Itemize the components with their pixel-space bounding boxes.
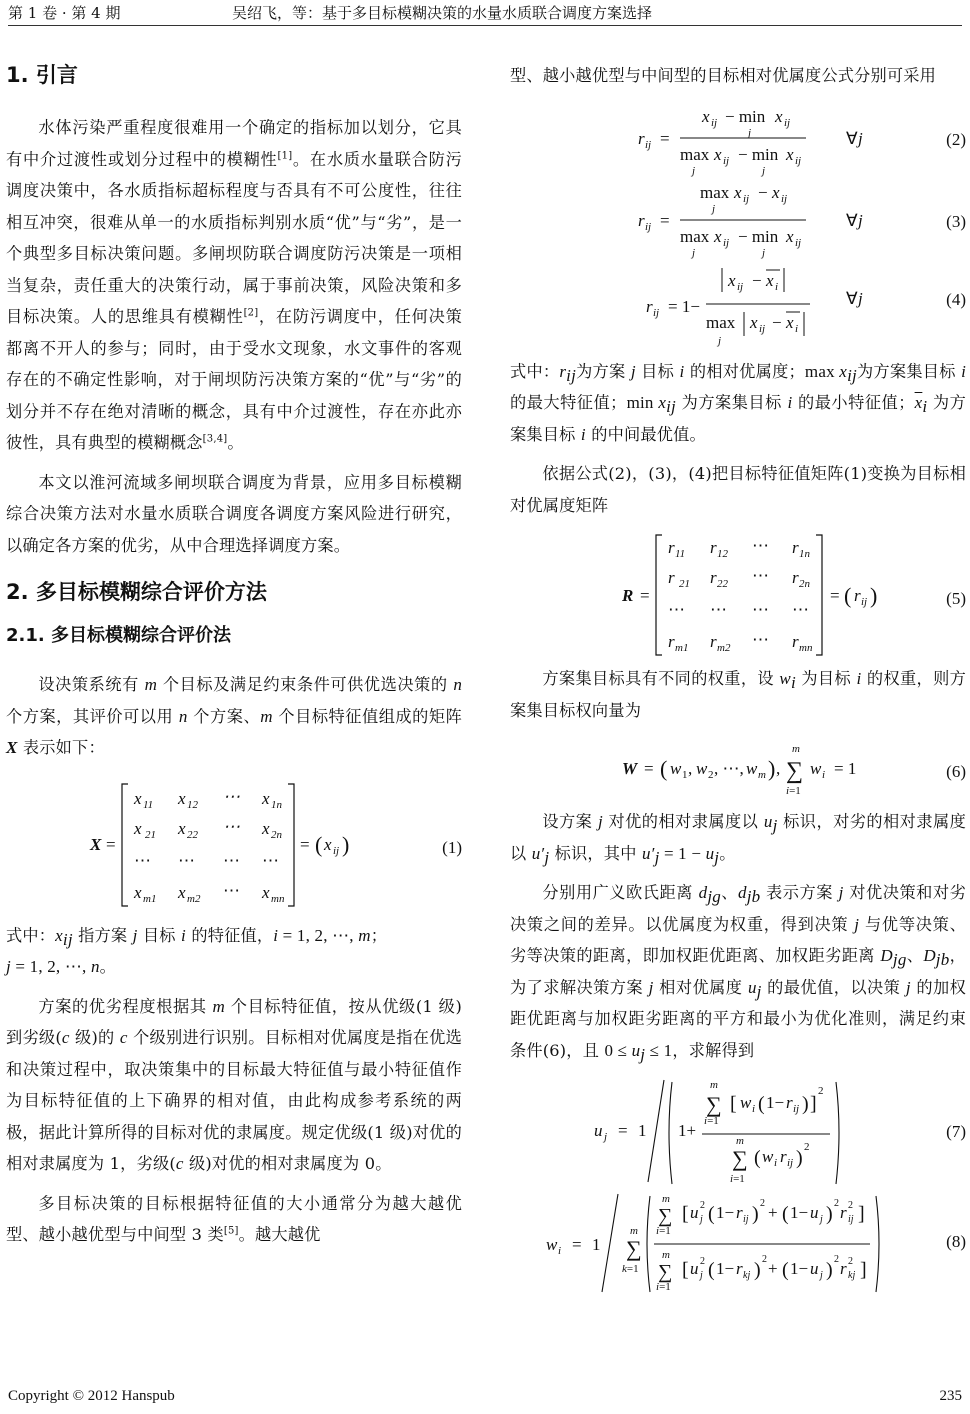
journal-issue: 第 1 卷 · 第 4 期 [8, 4, 121, 22]
svg-text:+: + [768, 1203, 778, 1222]
svg-text:2: 2 [700, 1200, 705, 1211]
svg-text:=: = [830, 586, 840, 605]
svg-text:m2: m2 [187, 892, 201, 905]
svg-text:j: j [692, 164, 696, 177]
svg-text:j: j [604, 1131, 608, 1143]
svg-text:⋯: ⋯ [668, 600, 685, 619]
svg-text:): ) [826, 1259, 833, 1281]
svg-text:[: [ [682, 1203, 689, 1225]
svg-text:x: x [728, 270, 736, 290]
svg-text:2: 2 [708, 769, 714, 781]
left-column [6, 54, 462, 1259]
svg-text:11: 11 [675, 548, 686, 560]
equation-number: (2) [946, 129, 966, 149]
svg-text:x: x [734, 182, 742, 202]
citation: [2] [243, 307, 259, 319]
svg-text:(: ( [315, 831, 323, 857]
svg-text:ij: ij [795, 236, 802, 249]
svg-text:x: x [262, 818, 270, 838]
svg-text:i=1: i=1 [704, 1115, 719, 1127]
svg-text:j: j [820, 1270, 823, 1281]
equation-2 [510, 100, 966, 178]
method-paragraph-1: 设决策系统有 m 个目标及满足约束条件可供优选决策的 n 个方案，其评价可以用 n 个方案、m 个目标特征值组成的矩阵 X 表示如下： [6, 675, 463, 757]
svg-text:= 1: = 1 [834, 759, 857, 778]
svg-text:=: = [640, 586, 650, 605]
svg-text:⋯: ⋯ [134, 850, 151, 870]
svg-text:⋯: ⋯ [262, 850, 279, 870]
svg-text:⋯: ⋯ [752, 630, 769, 649]
svg-text:u: u [810, 1259, 819, 1278]
running-header [0, 0, 970, 28]
page-number: 235 [939, 1388, 962, 1404]
svg-text:1: 1 [592, 1235, 601, 1254]
svg-text:m: m [758, 769, 766, 781]
svg-text:∀: ∀ [846, 288, 858, 308]
distance-paragraph: 分别用广义欧氏距离 $d_{jg}$、$d_{jb}$ 表示方案 j 对优决策和对劣决策之间的差异。以优属度为权重，得到决策 j 与优等决策、劣等决策的距离，即加权距优距离、加权距劣距离 $D_{jg}$、$D_{jb}$，为了求解决策方案 j 相对优属度 $u_j$ 的最优值，以决策 j 的加权距优距离与加权距劣距离的平方和最小为优化准则，满足约束条件(6)，且 $0 \le u_j \le 1$，求解得到 [510, 883, 967, 1064]
equation-8 [510, 1192, 966, 1294]
svg-text:[: [ [682, 1259, 689, 1281]
svg-text:x: x [262, 788, 270, 808]
copyright: Copyright © 2012 Hanspub [8, 1388, 175, 1404]
svg-text:i: i [558, 1245, 562, 1257]
svg-text:max: max [706, 312, 736, 332]
svg-text:12: 12 [717, 548, 728, 560]
svg-text:x: x [775, 106, 783, 126]
svg-text:=: = [572, 1235, 582, 1254]
svg-text:x: x [178, 788, 186, 808]
svg-text:mn: mn [271, 892, 285, 905]
svg-text:∑: ∑ [626, 1236, 642, 1261]
svg-text:1−: 1− [716, 1259, 735, 1278]
svg-text:1−: 1− [716, 1203, 735, 1222]
svg-text:1+: 1+ [678, 1121, 697, 1140]
svg-text:i=1: i=1 [786, 785, 801, 797]
svg-text:x: x [786, 144, 794, 164]
svg-text:2: 2 [834, 1254, 839, 1265]
svg-text:−: − [758, 182, 768, 202]
svg-text:): ) [826, 1203, 833, 1225]
svg-text:r: r [638, 210, 645, 230]
svg-text:ij: ij [759, 322, 766, 335]
svg-text:r: r [668, 632, 675, 651]
equation-number: (7) [946, 1122, 966, 1141]
svg-text:− min: − min [738, 144, 779, 164]
svg-text:−: − [752, 270, 762, 290]
svg-text:j: j [762, 164, 766, 177]
svg-text:u: u [690, 1203, 699, 1222]
svg-text:(: ( [708, 1259, 715, 1281]
svg-text:∑: ∑ [658, 1205, 673, 1227]
svg-text:i: i [775, 280, 779, 293]
svg-text:− min: − min [725, 106, 766, 126]
svg-text:m1: m1 [675, 642, 689, 654]
svg-text:x: x [766, 270, 774, 290]
svg-text:⋯: ⋯ [223, 816, 240, 836]
svg-text:⋯: ⋯ [223, 880, 240, 900]
svg-text:⋯: ⋯ [223, 850, 240, 870]
svg-text:): ) [870, 583, 878, 608]
svg-text:∀: ∀ [846, 128, 858, 148]
svg-text:x: x [786, 312, 794, 332]
equation-6 [510, 734, 966, 806]
svg-text:ij: ij [793, 1103, 800, 1115]
svg-text:u: u [690, 1259, 699, 1278]
svg-text:j: j [718, 334, 722, 347]
equation-number: (4) [946, 289, 966, 309]
svg-text:11: 11 [143, 798, 154, 811]
svg-text:1−: 1− [790, 1203, 809, 1222]
svg-text:∑: ∑ [658, 1261, 673, 1283]
citation: [5] [223, 1225, 239, 1237]
svg-text:w: w [740, 1093, 752, 1112]
svg-text:x: x [702, 106, 710, 126]
svg-text:r: r [840, 1203, 847, 1222]
svg-text:1−: 1− [766, 1093, 785, 1112]
svg-text:ij: ij [653, 306, 660, 319]
svg-text:mn: mn [799, 642, 813, 654]
svg-text:ij: ij [781, 192, 788, 205]
svg-text:x: x [714, 226, 722, 246]
svg-text:j: j [762, 246, 766, 259]
svg-text:ij: ij [711, 116, 718, 129]
svg-text:=: = [660, 210, 670, 230]
method-paragraph-2: 方案的优劣程度根据其 m 个目标特征值，按从优级(1 级)到劣级(c 级)的 c 个级别进行识别。目标相对优属度是指在优选和决策过程中，取决策集中的目标最大特征值与最小特征值作为目标特征值的上下确界的相对值，由此构成参考系统的两极，据此计算所得的目标对优的隶属度。规定优级(1 级)对优的相对隶属度为 1，劣级(c 级)对优的相对隶属度为 0。 [6, 996, 462, 1173]
svg-text:2: 2 [848, 1200, 853, 1211]
svg-text:+: + [768, 1259, 778, 1278]
svg-text:∑: ∑ [706, 1092, 722, 1117]
svg-text:, ⋯,: , ⋯, [714, 759, 744, 778]
svg-text:1n: 1n [799, 548, 810, 560]
svg-text:i: i [822, 769, 826, 781]
svg-text:max: max [700, 182, 730, 202]
svg-text:(: ( [782, 1203, 789, 1225]
intro-paragraph-1: 水体污染严重程度很难用一个确定的指标加以划分，它具有中介过渡性或划分过程中的模糊性[1]。在水质水量联合防污调度决策中，各水质指标超标程度与否具有不可公度性，往往相互冲突，很难从单一的水质指标判别水质“优”与“劣”，是一个典型多目标决策问题。多闸坝防联合调度防污决策是一项相当复杂，责任重大的决策行动，属于事前决策，风险决策和多目标决策。人的思维具有模糊性[2]，在防污调度中，任何决策都离不开人的参与；同时，由于受水文现象，水文事件的客观存在的不确定性影响，对于闸坝防污决策方案的“优”与“劣”的划分并不存在绝对清晰的概念，具有中介过渡性，存在亦此亦彼性，具有典型的模糊概念[3,4]。 [6, 118, 463, 452]
svg-text:k=1: k=1 [622, 1263, 639, 1275]
svg-text:): ) [768, 756, 776, 781]
svg-text:): ) [342, 831, 350, 857]
page-footer [0, 1388, 970, 1412]
svg-text:ij: ij [737, 280, 744, 293]
svg-text:=: = [618, 1121, 628, 1140]
svg-text:ij: ij [743, 192, 750, 205]
svg-text:2: 2 [834, 1198, 839, 1209]
equation-5 [510, 529, 966, 663]
svg-text:⋯: ⋯ [792, 600, 809, 619]
svg-text:(: ( [660, 756, 668, 781]
svg-text:[: [ [730, 1093, 737, 1115]
svg-text:r: r [710, 538, 717, 557]
svg-text:x: x [262, 882, 270, 902]
svg-text:j: j [748, 126, 752, 139]
svg-text:m: m [710, 1079, 718, 1091]
svg-text:x: x [178, 882, 186, 902]
svg-text:i: i [795, 322, 799, 335]
svg-text:=: = [106, 834, 116, 854]
svg-text:∀: ∀ [846, 210, 858, 230]
svg-text:r: r [638, 128, 645, 148]
svg-text:x: x [772, 182, 780, 202]
svg-text:x: x [178, 818, 186, 838]
svg-text:m: m [792, 743, 800, 755]
intro-paragraph-2: 本文以淮河流域多闸坝联合调度为背景，应用多目标模糊综合决策方法对水量水质联合调度各调度方案风险进行研究，以确定各方案的优劣，从中合理选择调度方案。 [6, 472, 462, 555]
equation-7 [510, 1074, 966, 1192]
svg-text:2n: 2n [271, 828, 282, 841]
where-clause-1: 式中：$x_{ij}$ 指方案 j 目标 i 的特征值，i = 1, 2, ⋯, m； j = 1, 2, ⋯, n。 [6, 925, 388, 976]
svg-text:ij: ij [723, 236, 730, 249]
weight-paragraph: 方案集目标具有不同的权重，设 $w_i$ 为目标 i 的权重，则方案集目标权向量为 [510, 669, 967, 720]
equation-4 [510, 262, 966, 352]
svg-text:j: j [712, 202, 716, 215]
svg-text:1: 1 [682, 769, 688, 781]
svg-text:ij: ij [861, 596, 868, 608]
svg-text:,: , [688, 759, 693, 778]
svg-text:ij: ij [795, 154, 802, 167]
equation-number: (6) [946, 762, 966, 781]
svg-text:1: 1 [638, 1121, 647, 1140]
section-2-1-title: 2.1. 多目标模糊综合评价法 [6, 625, 231, 646]
svg-text:2: 2 [804, 1141, 810, 1153]
svg-text:X: X [90, 834, 102, 854]
method-paragraph-3: 多目标决策的目标根据特征值的大小通常分为越大越优型、越小越优型与中间型 3 类[5]。越大越优 [6, 1193, 462, 1244]
where-clause-2: 式中：$r_{ij}$为方案 j 目标 i 的相对优属度；$\max x_{ij}$为方案集目标 i 的最大特征值；$\min x_{ij}$ 为方案集目标 i 的最小特征值；$\overline{x}_i$ 为方案集目标 i 的中间最优值。 [510, 361, 967, 444]
equation-number: (5) [946, 589, 966, 608]
svg-text:2: 2 [818, 1085, 824, 1097]
svg-text:ij: ij [743, 1214, 749, 1225]
header-rule [8, 25, 962, 26]
svg-text:j: j [858, 288, 863, 308]
svg-text:i=1: i=1 [656, 1225, 671, 1237]
svg-text:w: w [810, 759, 822, 778]
svg-text:r: r [736, 1203, 743, 1222]
svg-text:j: j [858, 128, 863, 148]
svg-text:max: max [680, 226, 710, 246]
svg-text:r: r [646, 296, 653, 316]
svg-text:(: ( [844, 583, 852, 608]
svg-text:⋯: ⋯ [752, 536, 769, 555]
svg-text:=: = [644, 759, 654, 778]
svg-text:=: = [300, 834, 310, 854]
svg-text:r: r [840, 1259, 847, 1278]
svg-text:∑: ∑ [732, 1146, 748, 1171]
svg-text:2: 2 [760, 1198, 765, 1209]
svg-text:ij: ij [645, 220, 652, 233]
svg-text:j: j [820, 1214, 823, 1225]
svg-text:r: r [786, 1093, 793, 1112]
svg-text:i=1: i=1 [656, 1281, 671, 1293]
equation-number: (1) [442, 837, 462, 857]
svg-text:m: m [736, 1135, 744, 1147]
svg-text:x: x [134, 788, 142, 808]
equation-1 [6, 772, 462, 916]
svg-text:r: r [792, 538, 799, 557]
svg-text:m: m [630, 1225, 638, 1237]
svg-text:max: max [680, 144, 710, 164]
svg-text:r: r [736, 1259, 743, 1278]
svg-text:R: R [622, 586, 634, 605]
svg-text:ij: ij [848, 1214, 854, 1225]
svg-text:⋯: ⋯ [178, 850, 195, 870]
svg-text:m2: m2 [717, 642, 731, 654]
svg-text:= 1−: = 1− [668, 296, 700, 316]
svg-text:r: r [668, 568, 675, 587]
svg-text:m1: m1 [143, 892, 157, 905]
svg-text:r: r [792, 632, 799, 651]
citation: [3,4] [202, 433, 228, 445]
svg-text:j: j [692, 246, 696, 259]
svg-text:(: ( [708, 1203, 715, 1225]
svg-text:kj: kj [848, 1270, 856, 1281]
svg-text:w: w [670, 759, 682, 778]
svg-text:j: j [700, 1214, 703, 1225]
equation-number: (3) [946, 211, 966, 231]
svg-text:− min: − min [738, 226, 779, 246]
svg-text:=: = [660, 128, 670, 148]
svg-text:j: j [858, 210, 863, 230]
svg-text:m: m [662, 1193, 670, 1205]
svg-text:i: i [752, 1103, 756, 1115]
svg-text:⋯: ⋯ [223, 786, 240, 806]
svg-text:w: w [546, 1235, 558, 1254]
svg-text:i=1: i=1 [730, 1173, 745, 1185]
svg-text:−: − [772, 312, 782, 332]
svg-text:22: 22 [717, 578, 728, 590]
svg-text:12: 12 [187, 798, 198, 811]
svg-text:): ) [796, 1147, 803, 1169]
svg-text:r: r [780, 1147, 787, 1166]
svg-text:m: m [662, 1249, 670, 1261]
running-title: 吴绍飞，等：基于多目标模糊决策的水量水质联合调度方案选择 [232, 4, 653, 22]
svg-text:r: r [792, 568, 799, 587]
svg-text:i: i [774, 1157, 778, 1169]
svg-text:kj: kj [743, 1270, 751, 1281]
svg-text:w: w [762, 1147, 774, 1166]
svg-text:21: 21 [145, 828, 156, 841]
svg-text:]: ] [860, 1259, 867, 1281]
svg-text:w: w [696, 759, 708, 778]
svg-text:(: ( [754, 1147, 761, 1169]
svg-text:r: r [668, 538, 675, 557]
svg-text:]: ] [810, 1093, 817, 1115]
svg-text:x: x [714, 144, 722, 164]
svg-text:x: x [324, 834, 332, 854]
svg-text:j: j [700, 1270, 703, 1281]
svg-text:ij: ij [723, 154, 730, 167]
section-1-title: 1. 引言 [6, 63, 78, 87]
continued-paragraph: 型、越小越优型与中间型的目标相对优属度公式分别可采用 [510, 66, 937, 85]
svg-text:u: u [594, 1121, 603, 1140]
svg-text:ij: ij [784, 116, 791, 129]
svg-text:ij: ij [333, 844, 340, 857]
svg-text:(: ( [782, 1259, 789, 1281]
svg-text:x: x [134, 818, 142, 838]
svg-text:r: r [710, 568, 717, 587]
svg-text:ij: ij [787, 1157, 794, 1169]
svg-text:): ) [802, 1093, 809, 1115]
svg-text:(: ( [758, 1093, 765, 1115]
membership-paragraph: 设方案 j 对优的相对隶属度以 $u_j$ 标识，对劣的相对隶属度以 $u'_j$ 标识，其中 $u'_j = 1 - u_j$。 [510, 812, 966, 867]
svg-text:⋯: ⋯ [752, 600, 769, 619]
svg-text:x: x [134, 882, 142, 902]
svg-text:): ) [754, 1259, 761, 1281]
equation-number: (8) [946, 1232, 966, 1251]
svg-text:2: 2 [848, 1256, 853, 1267]
right-column [510, 60, 966, 1294]
svg-text:r: r [710, 632, 717, 651]
svg-text:w: w [746, 759, 758, 778]
svg-text:2: 2 [700, 1256, 705, 1267]
svg-text:∑: ∑ [786, 758, 804, 784]
svg-text:2: 2 [762, 1254, 767, 1265]
equation-3 [510, 178, 966, 262]
svg-text:r: r [854, 586, 861, 605]
svg-text:1n: 1n [271, 798, 282, 811]
svg-text:]: ] [858, 1203, 865, 1225]
transform-paragraph: 依据公式(2)，(3)，(4)把目标特征值矩阵(1)变换为目标相对优属度矩阵 [510, 464, 966, 515]
svg-text:u: u [810, 1203, 819, 1222]
svg-text:⋯: ⋯ [710, 600, 727, 619]
svg-text:2n: 2n [799, 578, 810, 590]
svg-text:x: x [786, 226, 794, 246]
svg-text:): ) [752, 1203, 759, 1225]
svg-text:ij: ij [645, 138, 652, 151]
svg-text:x: x [750, 312, 758, 332]
svg-text:,: , [776, 759, 781, 778]
citation: [1] [277, 150, 293, 162]
svg-text:22: 22 [187, 828, 198, 841]
section-2-title: 2. 多目标模糊综合评价方法 [6, 580, 267, 604]
svg-text:⋯: ⋯ [752, 566, 769, 585]
svg-text:W: W [622, 759, 638, 778]
svg-text:1−: 1− [790, 1259, 809, 1278]
svg-text:21: 21 [679, 578, 690, 590]
